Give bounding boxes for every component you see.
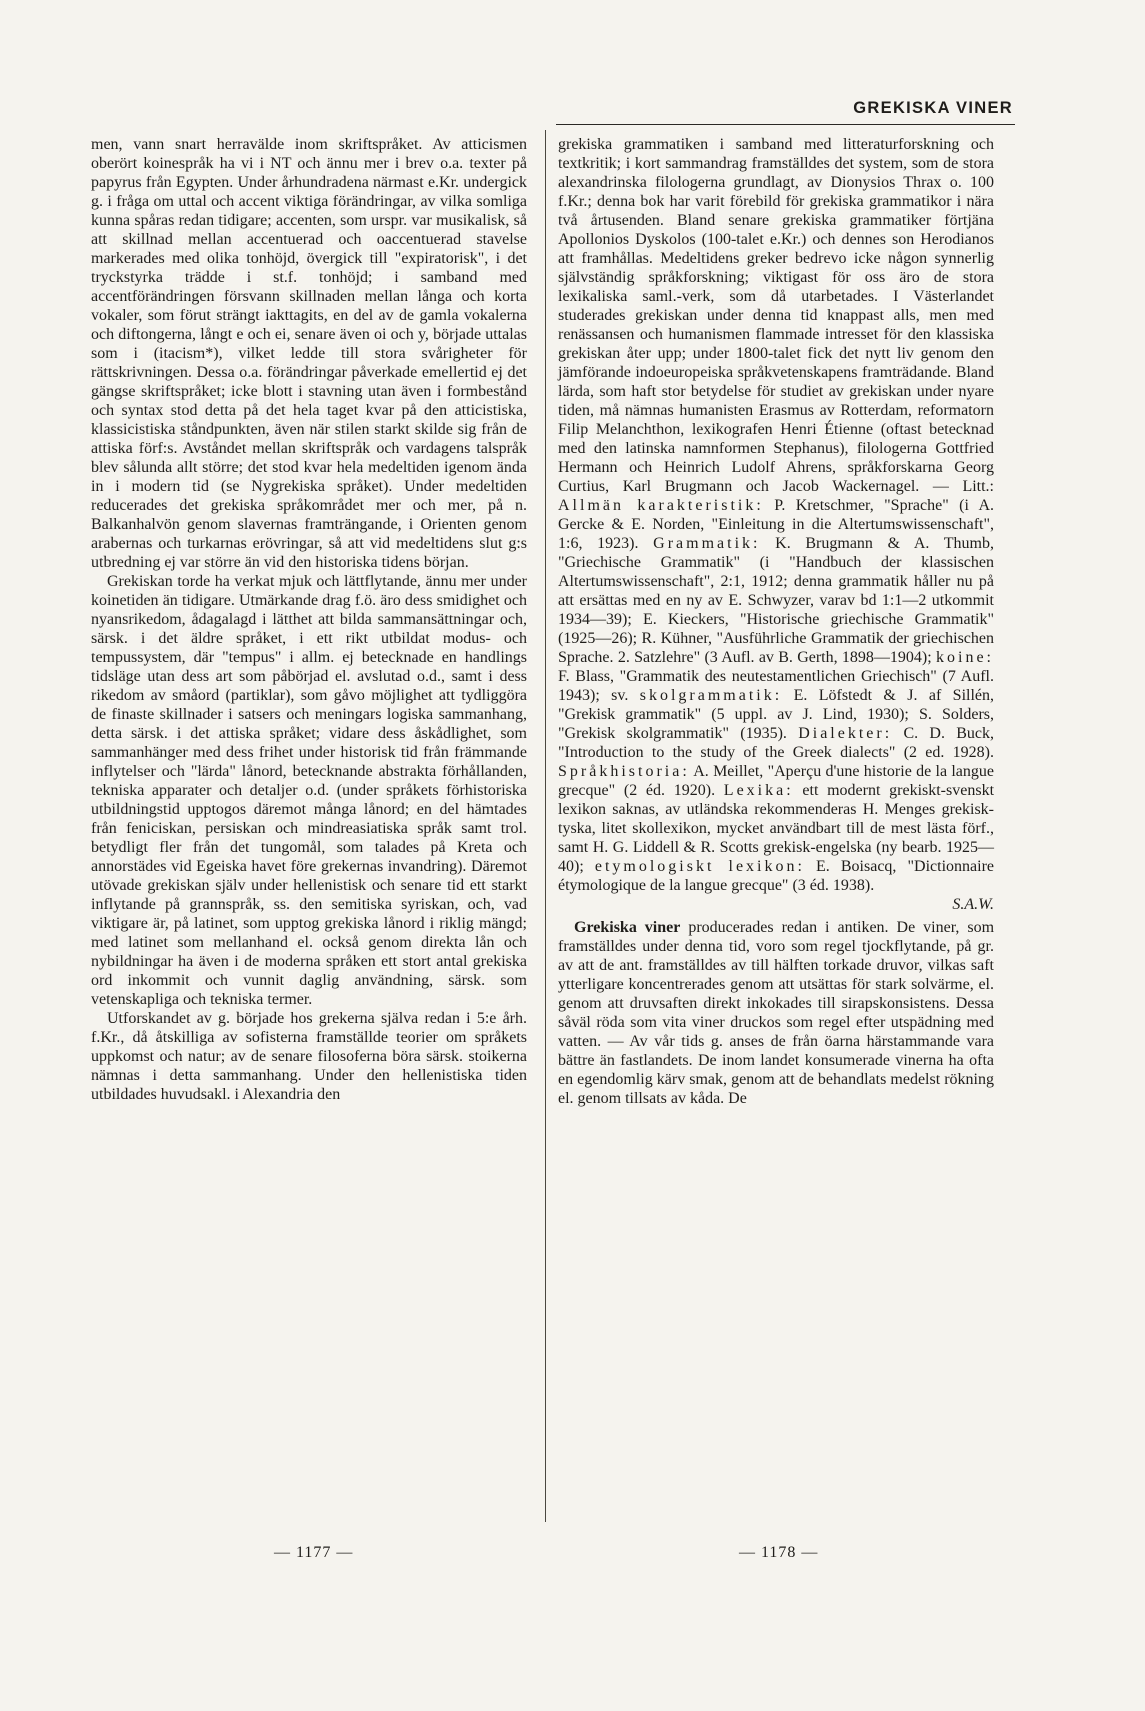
- left-column: [91, 135, 527, 1104]
- lit-heading-grammatik: Grammatik:: [653, 535, 761, 552]
- signature: S.A.W.: [952, 896, 994, 913]
- lit-allman: P. Kretschmer, "Sprache" (i A. Gercke & E. Norden, "Einleitung in die Altertumswissenschaft", 1:6, 1923).: [558, 497, 994, 552]
- page-number-left: — 1177 —: [274, 1544, 354, 1561]
- lit-heading-skolgrammatik: skolgrammatik:: [639, 687, 783, 704]
- entry-text: producerades redan i antiken. De viner, som framställdes under denna tid, voro som regel tjockflytande, på gr. av att de ant. framställdes av till hälften torkade druvor, vilkas saft ytterligare koncentrerades genom att utsättas för stark solvärme, el. genom att druvsaften direkt inkokades till sirapskonsistens. Dessa såväl röda som vita viner druckos som regel efter utspädning med vatten. — Av vår tids g. anses de från öarna härstammande vara bättre än fastlandets. De inom landet konsumerade vinerna ha ofta en egendomlig kärv smak, genom att de behandlats medelst rökning el. genom tillsats av kåda. De: [558, 919, 995, 1107]
- header-rule: [556, 124, 1015, 125]
- lit-lexika: ett modernt grekiskt-svenskt lexikon saknas, av utländska rekommenderas H. Menges grekisk-tyska, litet skollexikon, mycket användbart till de mest lästa förf., samt H. G. Liddell & R. Scotts grekisk-engelska (ny bearb. 1925—40);: [558, 782, 995, 875]
- left-paragraph-1: men, vann snart herravälde inom skriftspråket. Av atticismen oberört koinespråk ha vi i NT och ännu mer i brev o.a. texter på papyrus från Egypten. Under århundradena närmast e.Kr. undergick g. i fråga om uttal och accent viktiga förändringar, av vilka somliga kunna spåras redan tidigare; accenten, som urspr. var musikalisk, så att skillnad mellan accentuerad och oaccentuerad stavelse markerades med olika tonhöjd, övergick till "expiratorisk", i det tryckstyrka trädde i st.f. tonhöjd; i samband med accentförändringen försvann skillnaden mellan långa och korta vokaler, som förut strängt iakttagits, en del av de gamla vokalerna och diftongerna, långt e och ei, senare även oi och y, började uttalas som i (itacism*), vilket ledde till stora svårigheter för rättskrivningen. Dessa o.a. förändringar påverkade emellertid ej det gängse skriftspråket; icke blott i stavning utan även i formbestånd och syntax stod detta på det hela taget kvar på den atticistiska, klassicistiska ståndpunkten, även när stilen starkt skilde sig från de attiska förf:s. Avståndet mellan skriftspråk och vardagens talspråk blev sålunda allt större; det stod kvar hela medeltiden igenom ända in i modern tid (se Nygrekiska språket). Under medeltiden reducerades det grekiska språkområdet mer och mer, på n. Balkanhalvön genom slavernas framträngande, i Orienten genom arabernas och turkarnas erövringar, så att vid medeltidens slut g:s utbredning ej var större än vid den historiska tidens början.: [91, 136, 527, 571]
- page-number-right: — 1178 —: [739, 1544, 819, 1561]
- running-head: GREKISKA VINER: [853, 99, 1013, 117]
- lit-heading-dialekter: Dialekter:: [798, 725, 893, 742]
- lit-skolgrammatik: E. Löfstedt & J. af Sillén, "Grekisk grammatik" (5 uppl. av J. Lind, 1930); S. Solders, "Grekisk skolgrammatik" (1935).: [558, 687, 995, 742]
- entry-grekiska-viner: [558, 918, 994, 1108]
- right-column: [558, 135, 994, 1108]
- entry-heading: Grekiska viner: [574, 919, 681, 936]
- bibliography-paragraph: [558, 135, 994, 895]
- lit-sprakhistoria: A. Meillet, "Aperçu d'une historie de la langue grecque" (2 éd. 1920).: [558, 763, 995, 799]
- lit-heading-etymologiskt: etymologiskt lexikon:: [594, 858, 805, 875]
- lit-koine: F. Blass, "Grammatik des neutestamentlichen Griechisch" (7 Aufl. 1943); sv.: [558, 668, 994, 704]
- lit-heading-koine: koine:: [936, 649, 994, 666]
- left-paragraph-2: Grekiskan torde ha verkat mjuk och lättflytande, ännu mer under koinetiden än tidigare. Utmärkande drag f.ö. äro dess smidighet och nyansrikedom, ådagalagd i lätthet att bilda sammansättningar och, särsk. i det äldre språket, i ett rikt utbildat modus- och tempussystem, där "tempus" i allm. ej betecknade en handlings tidsläge utan dess art som påbörjad el. avslutad o.d., samt i dess rikedom av småord (partiklar), som gåvo möjlighet att tydliggöra de finaste skillnader i satsers och meningars logiska sammanhang, detta särsk. i det attiska språket; vidare dess åskådlighet, som sammanhänger med dess frihet under historisk tid från främmande inflytelser och "lärda" lånord, betecknande abstrakta förhållanden, tekniska apparater och detaljer o.d. (under språkets förhistoriska utbildningstid upptogos däremot många lånord; en del hämtades från feniciskan, persiskan och mindreasiatiska språk samt trol. betydligt fler från det tungomål, som talades på Kreta och annorstädes vid Egeiska havet före grekernas invandring). Däremot utövade grekiskan själv under hellenistisk och senare tid ett starkt inflytande på grannspråk, ss. den semitiska syriskan, och, vad viktigare är, på latinet, som upptog grekiska lånord i riklig mängd; med latinet som mellanhand el. också genom direkta lån och nybildningar ha även i de moderna språken ett stort antal grekiska ord inkommit och vunnit daglig användning, särsk. som vetenskapliga och tekniska termer.: [91, 573, 527, 1008]
- left-paragraph-3: Utforskandet av g. började hos grekerna själva redan i 5:e årh. f.Kr., då åtskilliga av sofisterna framställde teorier om språkets uppkomst och natur; av de senare filosoferna böra särsk. stoikerna nämnas i detta sammanhang. Under den hellenistiska tiden utbildades huvudsakl. i Alexandria den: [91, 1010, 527, 1103]
- right-paragraph-1: grekiska grammatiken i samband med litteraturforskning och textkritik; i kort sammandrag framställdes det system, som de stora alexandrinska filologerna grundlagt, av Dionysios Thrax o. 100 f.Kr.; denna bok har varit förebild för grekiska grammatikor i nära två årtusenden. Bland senare grekiska grammatiker förtjäna Apollonios Dyskolos (100-talet e.Kr.) och dennes son Herodianos att framhållas. Medeltidens greker bedrevo icke någon synnerlig självständig språkforskning; viktigast för oss äro de stora lexikaliska saml.-verk, som då utarbetades. I Västerlandet studerades grekiskan under denna tid knappast alls, men med renässansen och humanismen flammade intresset för den klassiska grekiskan åter upp; under 1800-talet fick det nytt liv genom den jämförande indoeuropeiska språkvetenskapens framträdande. Bland lärda, som haft stor betydelse för studiet av grekiskan under nyare tiden, må nämnas humanisten Erasmus av Rotterdam, reformatorn Filip Melanchthon, lexikografen Henri Étienne (oftast betecknad med den latinska namnformen Stephanus), filologerna Gottfried Hermann och Heinrich Ludolf Ahrens, språkforskarna Georg Curtius, Karl Brugmann och Jacob Wackernagel. — Litt.:: [558, 136, 994, 495]
- column-divider: [545, 130, 546, 1522]
- lit-etymologiskt: E. Boisacq, "Dictionnaire étymologique de la langue grecque" (3 éd. 1938).: [558, 858, 994, 894]
- lit-grammatik: K. Brugmann & A. Thumb, "Griechische Grammatik" (i "Handbuch der klassischen Altertumswissenschaft", 2:1, 1912; denna grammatik håller nu på att ersättas med en ny av E. Schwyzer, varav bd 1:1—2 utkommit 1934—39); E. Kieckers, "Historische griechische Grammatik" (1925—26); R. Kühner, "Ausführliche Grammatik der griechischen Sprache. 2. Satzlehre" (3 Aufl. av B. Gerth, 1898—1904);: [558, 535, 995, 666]
- lit-heading-allman: Allmän karakteristik:: [558, 497, 764, 514]
- lit-dialekter: C. D. Buck, "Introduction to the study of the Greek dialects" (2 ed. 1928).: [558, 725, 995, 761]
- lit-heading-lexika: Lexika:: [723, 782, 794, 799]
- lit-heading-sprakhistoria: Språkhistoria:: [558, 763, 690, 780]
